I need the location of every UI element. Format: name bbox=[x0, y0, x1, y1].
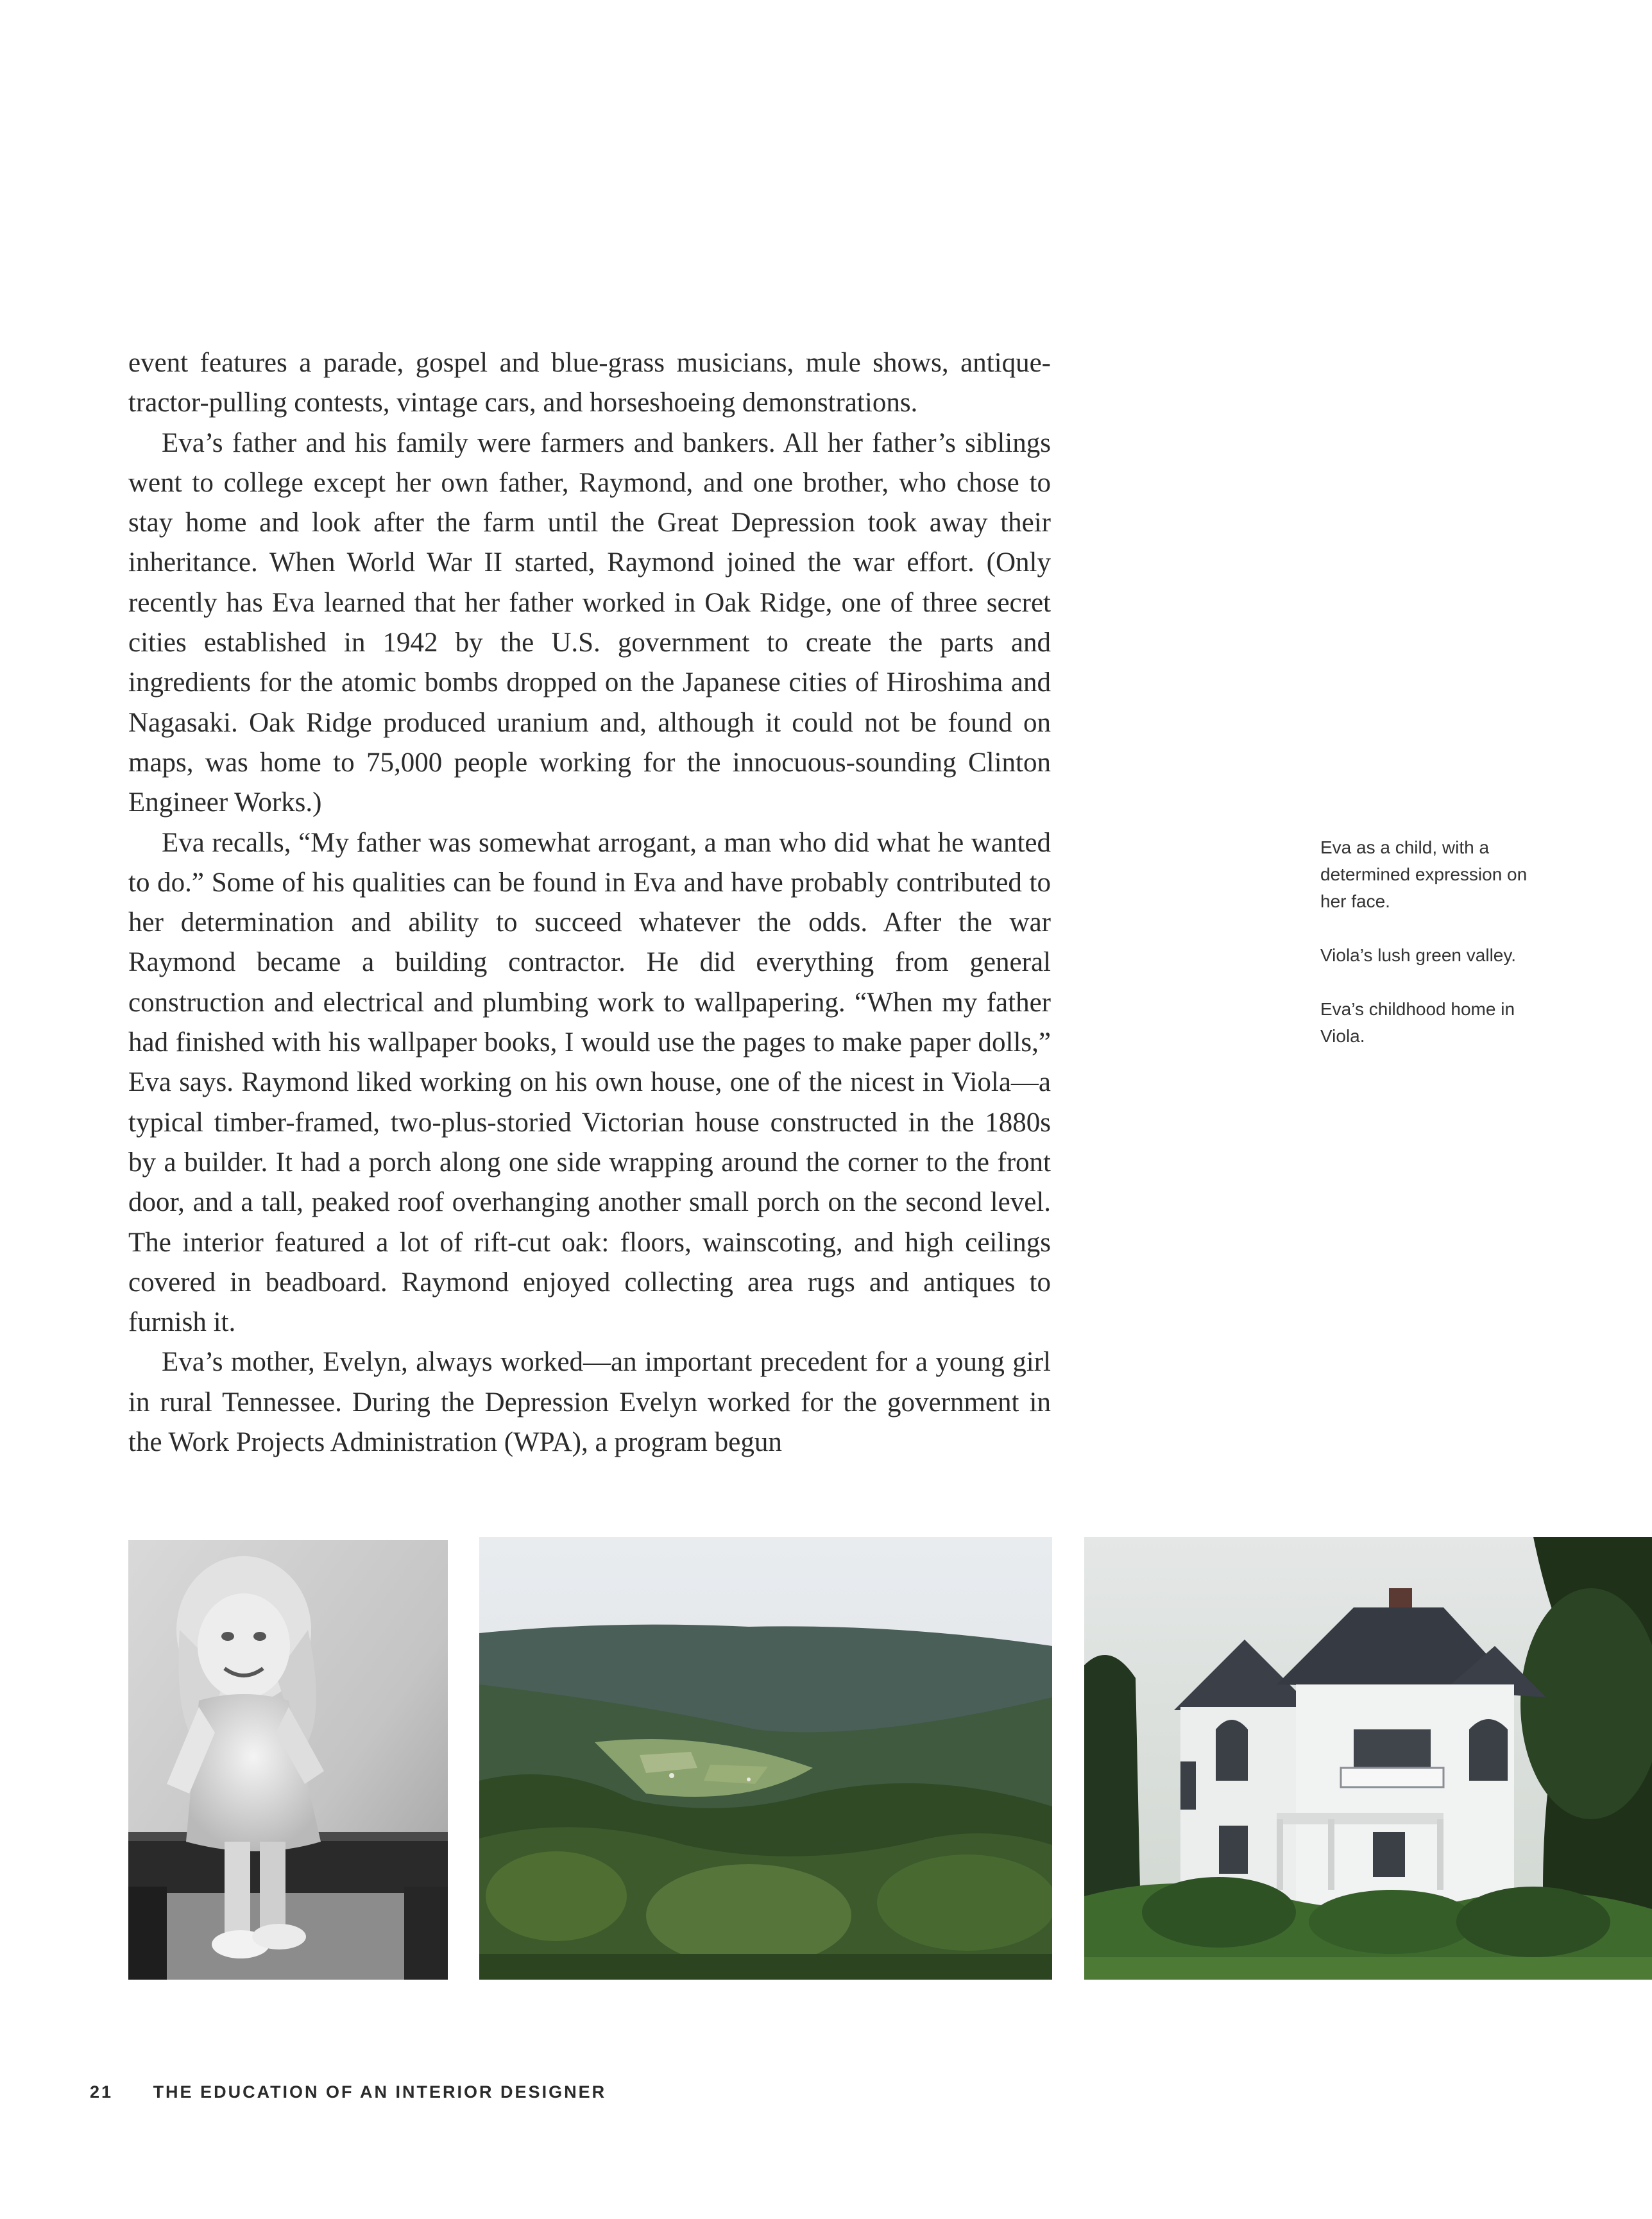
body-text bbox=[128, 343, 1051, 1462]
victorian-house-photo bbox=[1084, 1537, 1652, 1980]
paragraph-3: Eva recalls, “My father was somewhat arrogant, a man who did what he wanted to do.” Some of his qualities can be found in Eva and have probably contributed to her determination and ability to succeed whatever the odds. After the war Raymond became a building contractor. He did everything from general construction and electrical and plumbing work to wallpapering. “When my father had finished with his wallpaper books, I would use the pages to make paper dolls,” Eva says. Raymond liked working on his own house, one of the nicest in Viola—a typical timber-framed, two-plus-storied Victorian house constructed in the 1880s by a builder. It had a porch along one side wrapping around the corner to the front door, and a tall, peaked roof overhanging another small porch on the second level. The interior featured a lot of rift-cut oak: floors, wainscoting, and high ceilings covered in beadboard. Raymond enjoyed collecting area rugs and antiques to furnish it. bbox=[128, 827, 1051, 1338]
page-footer bbox=[90, 2082, 606, 2102]
child-portrait-photo bbox=[128, 1540, 448, 1980]
valley-landscape-photo bbox=[479, 1537, 1052, 1980]
paragraph-2: Eva’s father and his family were farmers and bankers. All her father’s siblings went to college except her own father, Raymond, and one brother, who chose to stay home and look after the farm until the Great Depression took away their inheritance. When World War II started, Raymond joined the war effort. (Only recently has Eva learned that her father worked in Oak Ridge, one of three secret cities established in 1942 by the U.S. government to create the parts and ingredients for the atomic bombs dropped on the Japanese cities of Hiroshima and Nagasaki. Oak Ridge produced uranium and, although it could not be found on maps, was home to 75,000 people working for the innocuous-sounding Clinton Engineer Works.) bbox=[128, 427, 1051, 818]
caption-child-photo: Eva as a child, with a determined expression on her face. bbox=[1320, 837, 1528, 911]
running-title: THE EDUCATION OF AN INTERIOR DESIGNER bbox=[153, 2082, 607, 2102]
caption-valley-photo: Viola’s lush green valley. bbox=[1320, 945, 1517, 965]
photo-captions bbox=[1320, 834, 1538, 1077]
page-number: 21 bbox=[90, 2082, 114, 2102]
paragraph-1: event features a parade, gospel and blue-grass musicians, mule shows, antique-tractor-pulling contests, vintage cars, and horseshoeing demonstrations. bbox=[128, 348, 1051, 418]
caption-house-photo: Eva’s childhood home in Viola. bbox=[1320, 999, 1515, 1046]
paragraph-4: Eva’s mother, Evelyn, always worked—an important precedent for a young girl in rural Tennessee. During the Depression Evelyn worked for the government in the Work Projects Administration (WPA), a program begun bbox=[128, 1347, 1051, 1458]
